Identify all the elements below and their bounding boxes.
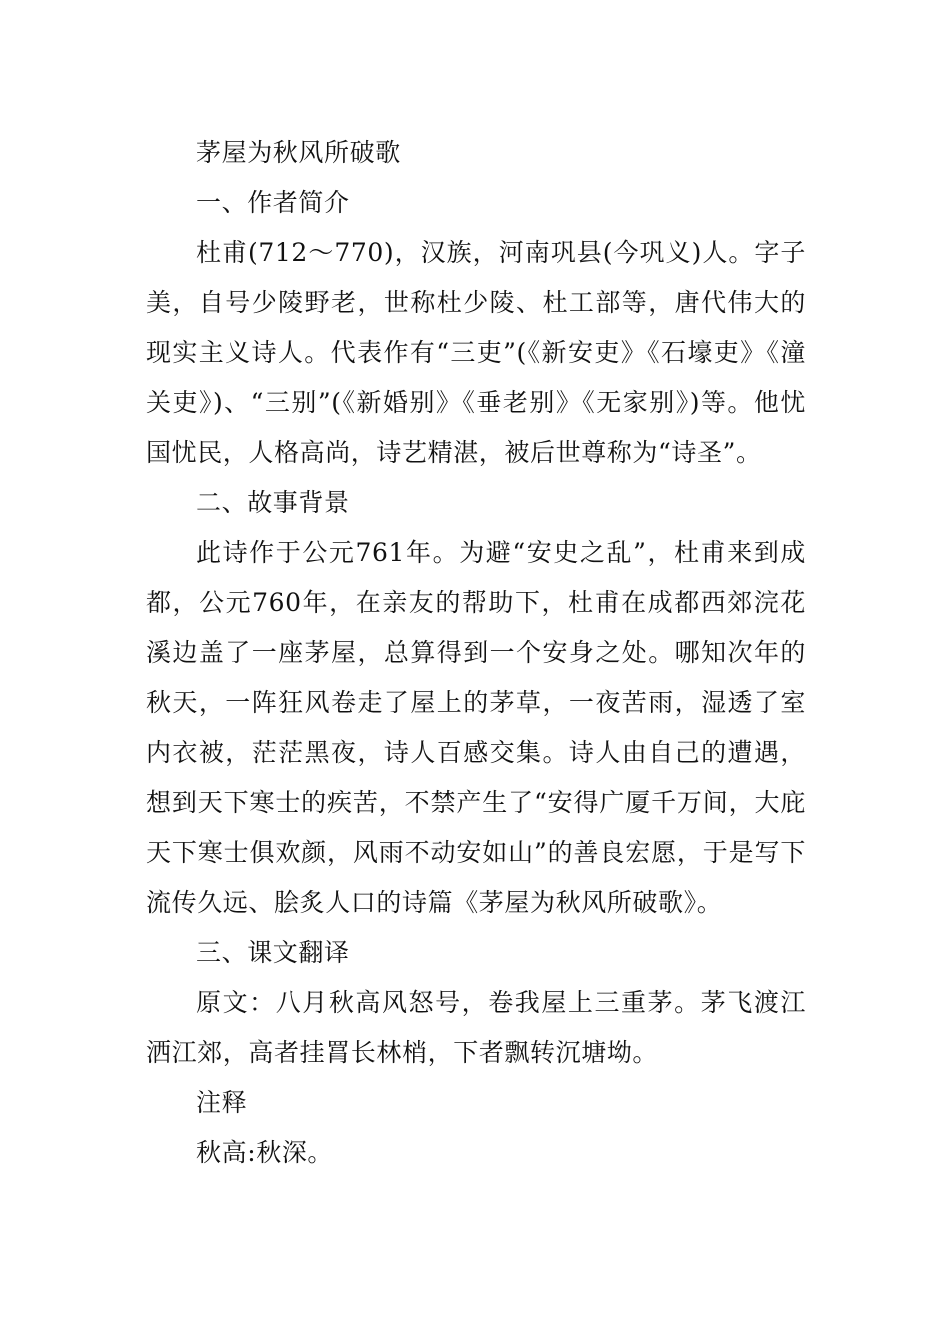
section-heading-translation: 三、课文翻译 [196,938,350,967]
section-heading-author: 一、作者简介 [196,188,350,217]
author-intro-paragraph: 杜甫(712～770)，汉族，河南巩县(今巩义)人。字子美，自号少陵野老，世称杜少陵、杜工部等，唐代伟大的现实主义诗人。代表作有“三吏”(《新安吏》《石壕吏》《潼关吏》)、“三别”(《新婚别》《垂老别》《无家别》)等。他忧国忧民，人格高尚，诗艺精湛，被后世尊称为“诗圣”。 [146,238,806,467]
original-text-paragraph: 原文：八月秋高风怒号，卷我屋上三重茅。茅飞渡江洒江郊，高者挂罥长林梢，下者飘转沉塘坳。 [146,988,806,1067]
notes-heading: 注释 [196,1088,248,1117]
document-title: 茅屋为秋风所破歌 [196,138,401,167]
note-item: 秋高:秋深。 [196,1138,334,1167]
background-paragraph: 此诗作于公元761年。为避“安史之乱”，杜甫来到成都，公元760年，在亲友的帮助下，杜甫在成都西郊浣花溪边盖了一座茅屋，总算得到一个安身之处。哪知次年的秋天，一阵狂风卷走了屋上的茅草，一夜苦雨，湿透了室内衣被，茫茫黑夜，诗人百感交集。诗人由自己的遭遇，想到天下寒士的疾苦，不禁产生了“安得广厦千万间，大庇天下寒士俱欢颜，风雨不动安如山”的善良宏愿，于是写下流传久远、脍炙人口的诗篇《茅屋为秋风所破歌》。 [146,538,806,917]
section-heading-background: 二、故事背景 [196,488,350,517]
document-body [146,128,806,1178]
